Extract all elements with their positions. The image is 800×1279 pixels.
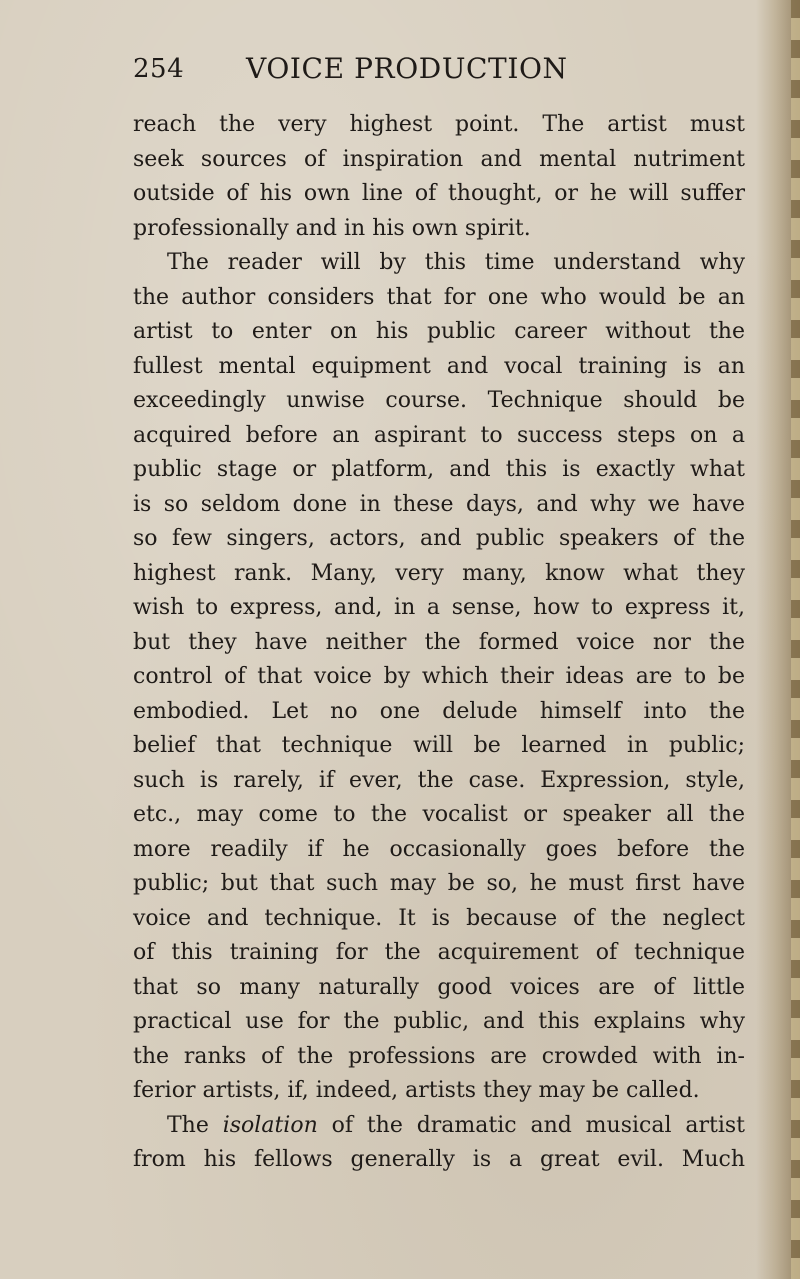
text-line: control of that voice by which their ideas are to be xyxy=(133,664,745,689)
text-segment: The xyxy=(167,1112,223,1138)
text-line: public stage or platform, and this is exactly what xyxy=(133,457,745,482)
text-line: acquired before an aspirant to success steps on a xyxy=(133,422,745,448)
text-line: outside of his own line of thought, or he will suffer xyxy=(133,181,745,206)
running-title: VOICE PRODUCTION xyxy=(246,52,568,85)
text-line: public; but that such may be so, he must first have xyxy=(133,871,745,896)
text-line: is so seldom done in these days, and why we have xyxy=(133,491,745,517)
page-edge-strip xyxy=(791,0,800,1279)
text-line: that so many naturally good voices are of little xyxy=(133,974,745,1000)
text-line: practical use for the public, and this explains why xyxy=(133,1009,745,1034)
text-line: fullest mental equipment and vocal training is an xyxy=(133,353,745,379)
text-line: from his fellows generally is a great evil. Much xyxy=(133,1147,745,1172)
body-text xyxy=(133,108,745,1178)
text-line: exceedingly unwise course. Technique should be xyxy=(133,388,745,413)
text-line: more readily if he occasionally goes before the xyxy=(133,836,745,862)
page-number: 254 xyxy=(133,54,185,84)
text-line: etc., may come to the vocalist or speaker all the xyxy=(133,802,745,827)
text-line: professionally and in his own spirit. xyxy=(133,215,531,241)
text-line: of this training for the acquirement of technique xyxy=(133,940,745,965)
text-line: ferior artists, if, indeed, artists they may be called. xyxy=(133,1078,700,1103)
text-line: but they have neither the formed voice nor the xyxy=(133,629,745,655)
text-line: the author considers that for one who would be an xyxy=(133,284,745,310)
text-line: The reader will by this time understand why xyxy=(167,250,745,275)
text-segment: of the dramatic and musical artist xyxy=(317,1112,745,1138)
text-line: reach the very highest point. The artist must xyxy=(133,112,745,137)
text-line: such is rarely, if ever, the case. Expression, style, xyxy=(133,767,745,793)
text-line: wish to express, and, in a sense, how to express it, xyxy=(133,595,745,620)
text-line: belief that technique will be learned in public; xyxy=(133,733,745,758)
italic-term: isolation xyxy=(222,1112,318,1138)
text-line xyxy=(133,1109,745,1144)
text-line: so few singers, actors, and public speakers of the xyxy=(133,526,745,551)
text-line: the ranks of the professions are crowded with in- xyxy=(133,1043,745,1069)
text-line: artist to enter on his public career without the xyxy=(133,319,745,344)
text-line: embodied. Let no one delude himself into the xyxy=(133,698,745,724)
text-line: seek sources of inspiration and mental nutriment xyxy=(133,146,745,172)
page-header xyxy=(133,47,583,91)
text-line: voice and technique. It is because of the neglect xyxy=(133,905,745,931)
text-line: highest rank. Many, very many, know what they xyxy=(133,560,745,586)
